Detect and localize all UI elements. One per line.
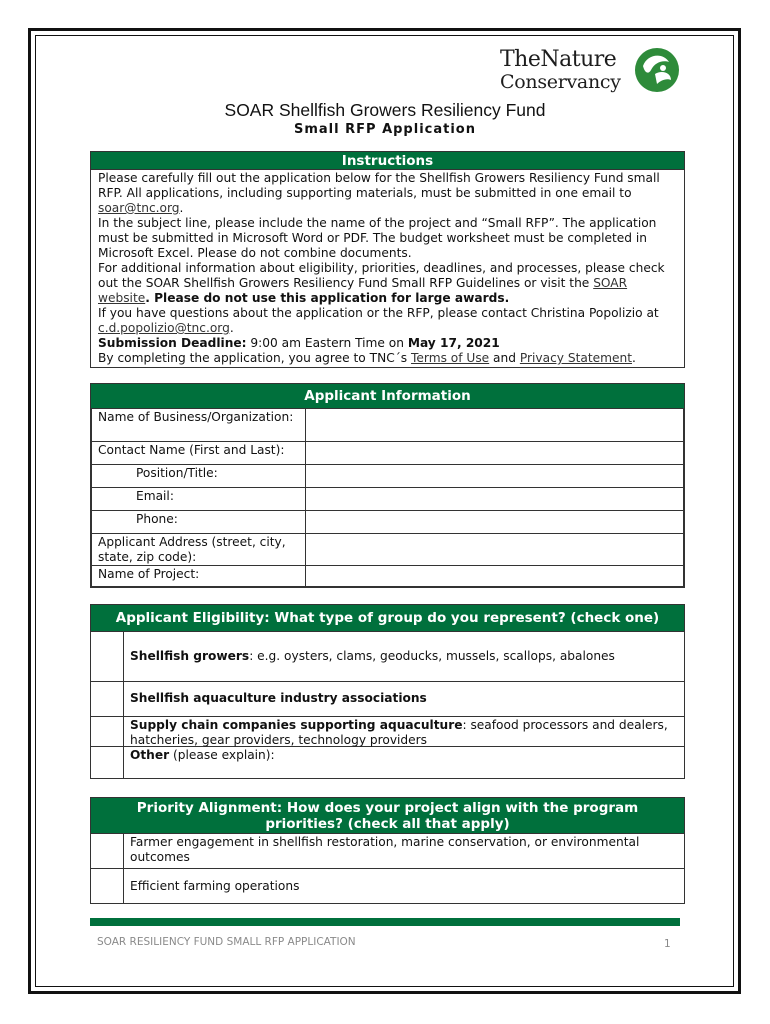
applicant-info-header: Applicant Information xyxy=(91,384,684,408)
table-row xyxy=(92,534,684,566)
eligibility-box xyxy=(90,604,685,779)
eligibility-option-associations xyxy=(91,681,684,716)
field-label: Name of Project: xyxy=(92,566,306,587)
table-row xyxy=(92,566,684,587)
priority-box xyxy=(90,797,685,904)
growers-checkbox[interactable] xyxy=(91,632,124,681)
logo-line1: TheNature xyxy=(500,47,617,72)
instructions-para-1 xyxy=(98,171,677,216)
para-1-text: Please carefully fill out the application below for the Shellfish Growers Resiliency Fund small RFP. All applications, including supporting materials, must be submitted in one email to xyxy=(98,171,660,200)
para-1-end: . xyxy=(179,201,184,215)
instructions-box xyxy=(90,151,685,368)
instructions-header: Instructions xyxy=(91,152,684,170)
instructions-para-6 xyxy=(98,351,677,366)
option-text xyxy=(124,717,684,746)
table-row xyxy=(92,488,684,511)
instructions-para-2: In the subject line, please include the name of the project and “Small RFP”. The application must be submitted in Microsoft Word or PDF. The budget worksheet must be completed in Microsoft Excel. Please do not combine documents. xyxy=(98,216,657,260)
footer-divider xyxy=(90,918,680,926)
page-subtitle: Small RFP Application xyxy=(294,122,476,137)
priority-header: Priority Alignment: How does your project align with the program priorities? (check all that apply) xyxy=(91,798,684,833)
tnc-logo xyxy=(497,44,683,100)
position-title-input[interactable] xyxy=(306,465,684,488)
leaf-globe-icon xyxy=(633,44,681,96)
para-3-bold: . Please do not use this application for large awards. xyxy=(145,291,510,305)
applicant-info-box xyxy=(90,383,685,588)
applicant-info-table xyxy=(91,408,684,587)
page-title: SOAR Shellfish Growers Resiliency Fund xyxy=(224,100,546,120)
field-label: Applicant Address (street, city, state, zip code): xyxy=(92,534,306,566)
option-rest: (please explain): xyxy=(169,748,275,762)
field-label: Name of Business/Organization: xyxy=(92,409,306,442)
option-bold: Other xyxy=(130,748,170,762)
email-link-soar[interactable]: soar@tnc.org xyxy=(98,201,180,215)
associations-checkbox[interactable] xyxy=(91,682,124,716)
instructions-para-3 xyxy=(98,261,677,306)
option-bold: Shellfish aquaculture industry associations xyxy=(130,691,427,705)
option-text xyxy=(124,632,621,681)
efficient-checkbox[interactable] xyxy=(91,869,124,903)
option-text: Farmer engagement in shellfish restoration, marine conservation, or environmental outcomes xyxy=(130,835,640,864)
contact-name-input[interactable] xyxy=(306,442,684,465)
instructions-para-4 xyxy=(98,306,677,336)
table-row xyxy=(92,409,684,442)
footer-title: SOAR RESILIENCY FUND SMALL RFP APPLICATION xyxy=(97,936,356,948)
table-row xyxy=(92,511,684,534)
option-text xyxy=(124,747,281,778)
terms-of-use-link[interactable]: Terms of Use xyxy=(411,351,490,365)
eligibility-option-growers xyxy=(91,631,684,681)
phone-input[interactable] xyxy=(306,511,684,534)
eligibility-option-supply-chain xyxy=(91,716,684,746)
para-6-text: By completing the application, you agree to TNC´s xyxy=(98,351,412,365)
email-link-contact[interactable]: c.d.popolizio@tnc.org xyxy=(98,321,230,335)
option-text xyxy=(124,682,433,716)
option-rest: : seafood processors and dealers, hatcheries, gear providers, technology providers xyxy=(130,718,668,747)
deadline-label: Submission Deadline: xyxy=(98,336,247,350)
priority-option-engagement xyxy=(91,833,684,868)
other-checkbox[interactable] xyxy=(91,747,124,778)
field-label: Phone: xyxy=(92,511,306,534)
email-input[interactable] xyxy=(306,488,684,511)
field-label: Contact Name (First and Last): xyxy=(92,442,306,465)
address-input[interactable] xyxy=(306,534,684,566)
option-rest: : e.g. oysters, clams, geoducks, mussels, scallops, abalones xyxy=(249,649,615,663)
privacy-statement-link[interactable]: Privacy Statement xyxy=(519,351,633,365)
table-row xyxy=(92,442,684,465)
para-4-end: . xyxy=(229,321,234,335)
page-number: 1 xyxy=(664,938,671,950)
eligibility-header: Applicant Eligibility: What type of group do you represent? (check one) xyxy=(91,605,684,631)
para-4-text: If you have questions about the application or the RFP, please contact Christina Popolizio at xyxy=(98,306,659,320)
para-3-text: For additional information about eligibility, priorities, deadlines, and processes, please check out the SOAR Shellfish Growers Resiliency Fund Small RFP Guidelines or visit the xyxy=(98,261,665,290)
priority-option-efficient xyxy=(91,868,684,903)
logo-line2: Conservancy xyxy=(500,71,621,93)
deadline-time: 9:00 am Eastern Time on xyxy=(246,336,408,350)
supply-chain-checkbox[interactable] xyxy=(91,717,124,746)
para-6-end: . xyxy=(632,351,636,365)
deadline-date: May 17, 2021 xyxy=(407,336,500,350)
submission-deadline xyxy=(98,336,677,351)
para-6-and: and xyxy=(489,351,520,365)
field-label: Position/Title: xyxy=(92,465,306,488)
engagement-checkbox[interactable] xyxy=(91,834,124,868)
option-bold: Shellfish growers xyxy=(130,649,250,663)
table-row xyxy=(92,465,684,488)
soar-website-link[interactable]: SOAR website xyxy=(98,276,628,305)
option-text: Efficient farming operations xyxy=(130,879,300,893)
instructions-body xyxy=(91,170,684,366)
business-name-input[interactable] xyxy=(306,409,684,442)
field-label: Email: xyxy=(92,488,306,511)
project-name-input[interactable] xyxy=(306,566,684,587)
eligibility-option-other xyxy=(91,746,684,778)
option-bold: Supply chain companies supporting aquaculture xyxy=(130,718,463,732)
